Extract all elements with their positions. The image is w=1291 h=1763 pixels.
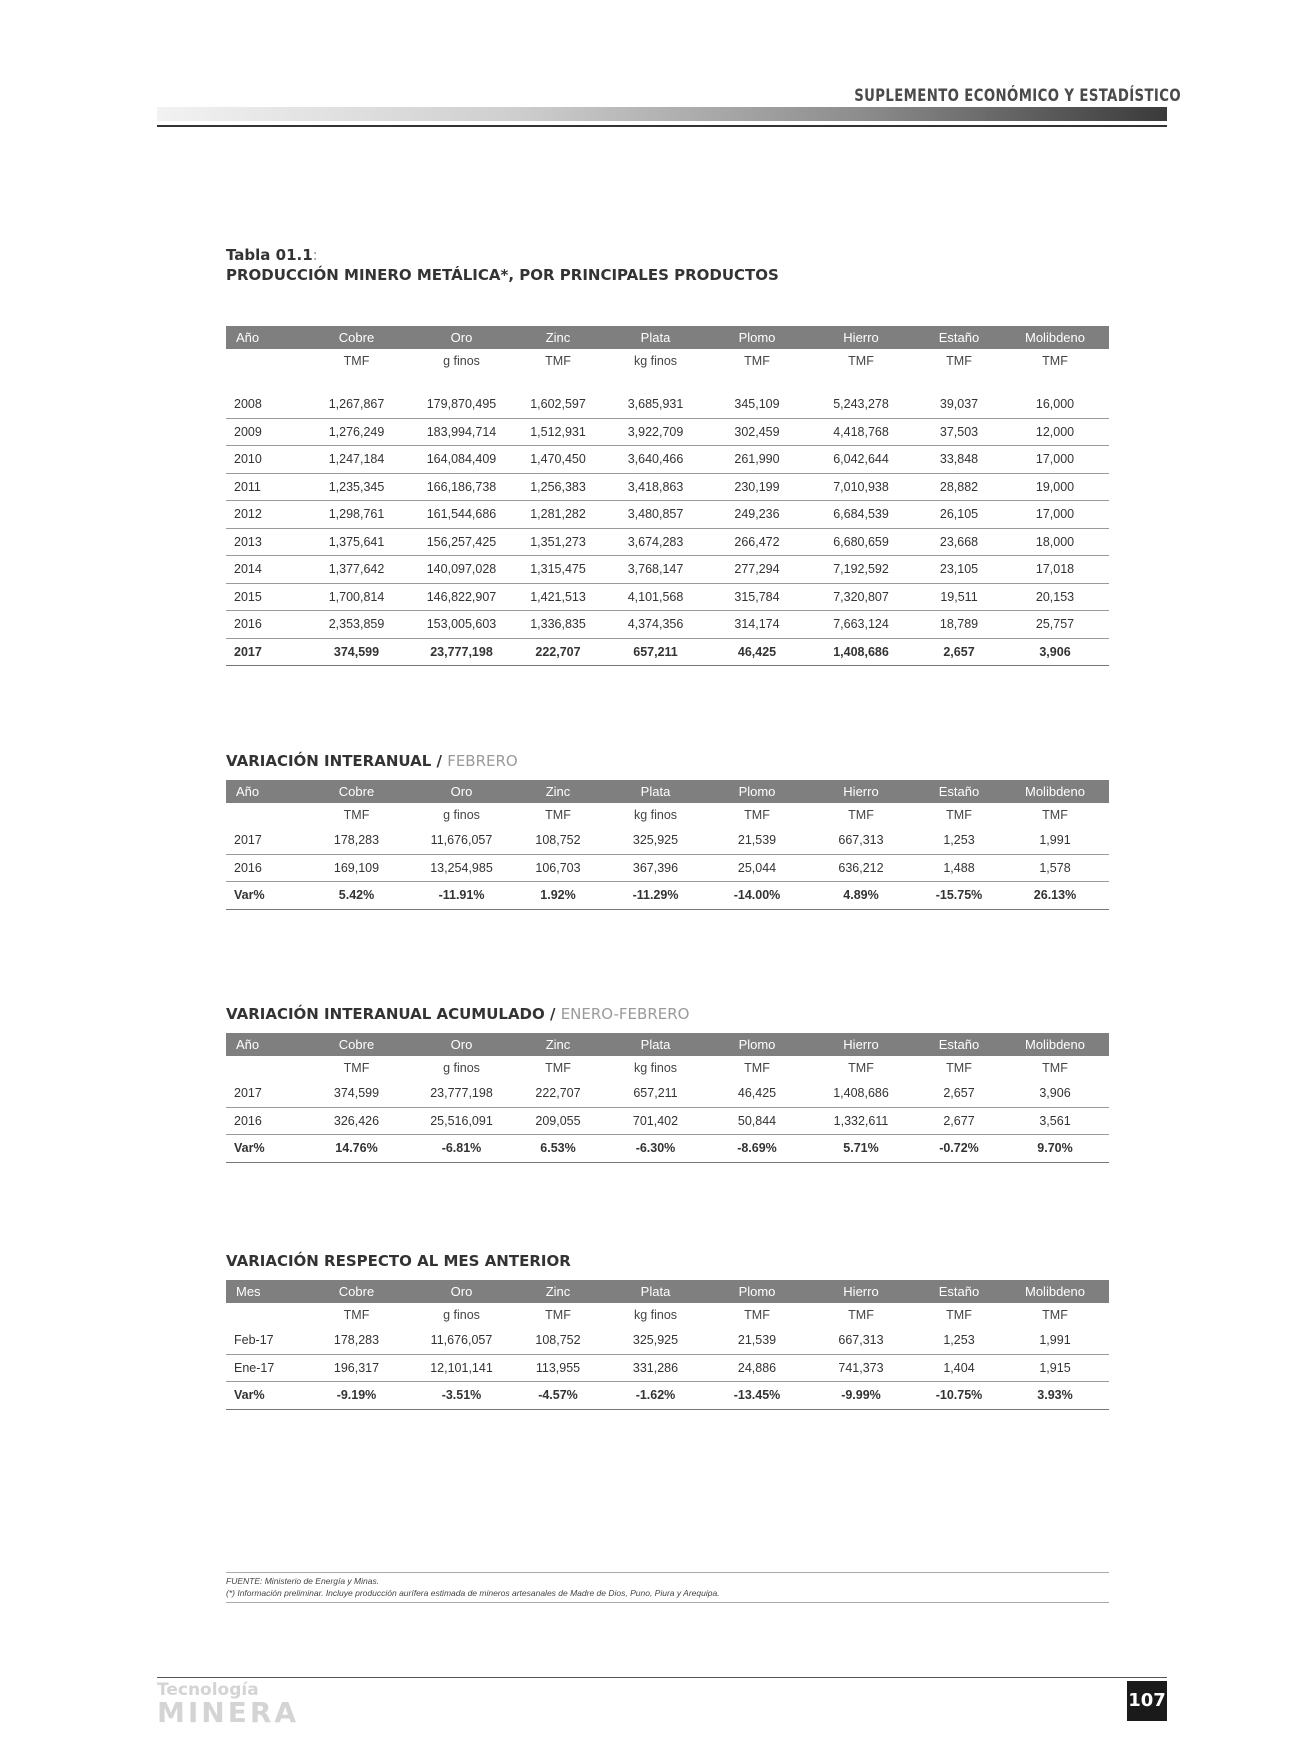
table1-title (226, 246, 318, 264)
table-cell: 3,685,931 (602, 391, 709, 418)
table-cell: 11,676,057 (409, 827, 514, 854)
table-cell: -11.91% (409, 882, 514, 910)
table-cell: 1,602,597 (514, 391, 602, 418)
footer-rule (157, 1677, 1167, 1678)
unit-cell: kg finos (633, 354, 678, 368)
table-cell: 1,408,686 (805, 1080, 917, 1107)
table2-interannual (226, 780, 1109, 910)
table2-title-main: VARIACIÓN INTERANUAL / (226, 752, 448, 770)
table-cell: 249,236 (709, 501, 805, 529)
column-header: Cobre (304, 326, 409, 349)
table-cell: 741,373 (805, 1354, 917, 1382)
unit-cell: TMF (343, 808, 370, 822)
table-cell: 39,037 (917, 391, 1001, 418)
table-row (226, 611, 1109, 639)
table-cell: Var% (226, 1135, 304, 1163)
units-row (226, 1303, 1109, 1327)
table-cell: 26,105 (917, 501, 1001, 529)
unit-cell: TMF (946, 1061, 972, 1075)
table-cell: 3,561 (1001, 1107, 1109, 1135)
page-number: 107 (1127, 1681, 1167, 1721)
column-header: Zinc (514, 1033, 602, 1056)
footnote-bottom-rule (226, 1602, 1109, 1603)
table-cell: 23,668 (917, 528, 1001, 556)
table-cell: 164,084,409 (409, 446, 514, 474)
table-cell: 25,044 (709, 854, 805, 882)
table1-title-colon: : (312, 246, 318, 264)
table-cell: 1,351,273 (514, 528, 602, 556)
unit-cell: TMF (343, 1308, 370, 1322)
table-cell: 6,042,644 (805, 446, 917, 474)
column-header: Hierro (805, 1280, 917, 1303)
table-cell: -8.69% (709, 1135, 805, 1163)
table-cell: 23,777,198 (409, 1080, 514, 1107)
table-row (226, 501, 1109, 529)
table-cell: 1,332,611 (805, 1107, 917, 1135)
unit-cell: TMF (946, 1308, 972, 1322)
table-cell: 50,844 (709, 1107, 805, 1135)
table-cell: 26.13% (1001, 882, 1109, 910)
column-header: Plata (602, 326, 709, 349)
unit-cell (226, 1303, 304, 1327)
table-cell: 1,377,642 (304, 556, 409, 584)
table-cell: 1,256,383 (514, 473, 602, 501)
table-cell: 1,235,345 (304, 473, 409, 501)
table-cell: -14.00% (709, 882, 805, 910)
table-cell: 2013 (226, 528, 304, 556)
unit-cell: TMF (1042, 354, 1068, 368)
table-cell: 23,777,198 (409, 638, 514, 666)
table-cell: 2011 (226, 473, 304, 501)
table-cell: 18,000 (1001, 528, 1109, 556)
unit-cell: TMF (946, 808, 972, 822)
unit-cell: kg finos (633, 808, 678, 822)
table-cell: 11,676,057 (409, 1327, 514, 1354)
table-cell: 209,055 (514, 1107, 602, 1135)
table1-subtitle: PRODUCCIÓN MINERO METÁLICA*, POR PRINCIPALES PRODUCTOS (226, 266, 779, 284)
unit-cell: TMF (343, 354, 370, 368)
table-cell: 1,276,249 (304, 418, 409, 446)
table-cell: 1.92% (514, 882, 602, 910)
column-header: Año (226, 1033, 304, 1056)
unit-cell: kg finos (633, 1061, 678, 1075)
footnote-top-rule (226, 1572, 1109, 1573)
table-cell: 374,599 (304, 638, 409, 666)
table-cell: 314,174 (709, 611, 805, 639)
header-rule (157, 125, 1167, 127)
column-header: Oro (409, 326, 514, 349)
table-cell: 1,336,835 (514, 611, 602, 639)
table-header-row (226, 326, 1109, 349)
table-row (226, 882, 1109, 910)
table-row (226, 1080, 1109, 1107)
table-cell: 1,267,867 (304, 391, 409, 418)
table3-title (226, 1005, 689, 1023)
column-header: Mes (226, 1280, 304, 1303)
table-cell: 4,418,768 (805, 418, 917, 446)
table-cell: 179,870,495 (409, 391, 514, 418)
table-cell: 2015 (226, 583, 304, 611)
footnote-source: FUENTE: Ministerio de Energía y Minas. (226, 1576, 380, 1586)
column-header: Plomo (709, 780, 805, 803)
table-cell: 25,757 (1001, 611, 1109, 639)
unit-cell: TMF (545, 808, 571, 822)
table-cell: 277,294 (709, 556, 805, 584)
table-cell: 326,426 (304, 1107, 409, 1135)
table-cell: 183,994,714 (409, 418, 514, 446)
table-cell: 230,199 (709, 473, 805, 501)
column-header: Plata (602, 1033, 709, 1056)
table1-production (226, 326, 1109, 666)
table3-title-main: VARIACIÓN INTERANUAL ACUMULADO / (226, 1005, 561, 1023)
table-cell: 2017 (226, 827, 304, 854)
column-header: Plomo (709, 326, 805, 349)
column-header: Molibdeno (1001, 780, 1109, 803)
table-cell: 169,109 (304, 854, 409, 882)
column-header: Año (226, 780, 304, 803)
table-cell: 140,097,028 (409, 556, 514, 584)
table-cell: 5.71% (805, 1135, 917, 1163)
units-row (226, 349, 1109, 373)
table-cell: -15.75% (917, 882, 1001, 910)
table-cell: 13,254,985 (409, 854, 514, 882)
table-cell: 2,353,859 (304, 611, 409, 639)
unit-cell: TMF (1042, 1308, 1068, 1322)
table-row (226, 1382, 1109, 1410)
table-cell: 17,000 (1001, 446, 1109, 474)
column-header: Oro (409, 1033, 514, 1056)
table-cell: 28,882 (917, 473, 1001, 501)
table-cell: 1,408,686 (805, 638, 917, 666)
table-row (226, 1107, 1109, 1135)
table-cell: 3,922,709 (602, 418, 709, 446)
table-cell: 113,955 (514, 1354, 602, 1382)
table-cell: Var% (226, 882, 304, 910)
table-cell: 17,018 (1001, 556, 1109, 584)
table-cell: 1,488 (917, 854, 1001, 882)
table-cell: 7,663,124 (805, 611, 917, 639)
table-row (226, 1135, 1109, 1163)
unit-cell (226, 1056, 304, 1080)
unit-cell: g finos (443, 1061, 480, 1075)
table-row (226, 473, 1109, 501)
table-cell: 156,257,425 (409, 528, 514, 556)
units-row (226, 803, 1109, 827)
table-cell: 1,578 (1001, 854, 1109, 882)
unit-cell: TMF (848, 354, 874, 368)
column-header: Plomo (709, 1280, 805, 1303)
table-cell: 667,313 (805, 1327, 917, 1354)
table-cell: 1,700,814 (304, 583, 409, 611)
logo-text-bottom: MINERA (157, 1696, 300, 1729)
table-cell: 1,253 (917, 827, 1001, 854)
unit-cell: kg finos (633, 1308, 678, 1322)
table-cell: 3,480,857 (602, 501, 709, 529)
table-cell: 7,320,807 (805, 583, 917, 611)
table-cell: 5,243,278 (805, 391, 917, 418)
units-row (226, 1056, 1109, 1080)
table-header-row (226, 1280, 1109, 1303)
column-header: Zinc (514, 1280, 602, 1303)
table-cell: 108,752 (514, 1327, 602, 1354)
table-cell: 701,402 (602, 1107, 709, 1135)
table-cell: 3,906 (1001, 638, 1109, 666)
table-cell: Ene-17 (226, 1354, 304, 1382)
table-cell: 161,544,686 (409, 501, 514, 529)
table-cell: 166,186,738 (409, 473, 514, 501)
table-cell: 108,752 (514, 827, 602, 854)
table-row (226, 827, 1109, 854)
table-cell: 6,680,659 (805, 528, 917, 556)
table-row (226, 1327, 1109, 1354)
column-header: Molibdeno (1001, 1280, 1109, 1303)
column-header: Molibdeno (1001, 326, 1109, 349)
unit-cell: TMF (545, 1061, 571, 1075)
column-header: Oro (409, 1280, 514, 1303)
table-cell: 3,674,283 (602, 528, 709, 556)
table-row (226, 1354, 1109, 1382)
unit-cell: TMF (545, 354, 571, 368)
column-header: Cobre (304, 1033, 409, 1056)
column-header: Estaño (917, 780, 1001, 803)
table3-title-period: ENERO-FEBRERO (560, 1005, 690, 1023)
table-cell: 23,105 (917, 556, 1001, 584)
column-header: Oro (409, 780, 514, 803)
table-cell: 2008 (226, 391, 304, 418)
table-cell: 18,789 (917, 611, 1001, 639)
table-cell: 657,211 (602, 638, 709, 666)
table-cell: 2017 (226, 638, 304, 666)
table-cell: 4,374,356 (602, 611, 709, 639)
table-cell: 1,991 (1001, 1327, 1109, 1354)
table-cell: 46,425 (709, 1080, 805, 1107)
unit-cell: TMF (343, 1061, 370, 1075)
unit-cell: TMF (848, 808, 874, 822)
table-cell: -9.99% (805, 1382, 917, 1410)
unit-cell: TMF (744, 1308, 770, 1322)
table-row (226, 446, 1109, 474)
unit-cell: TMF (848, 1061, 874, 1075)
table-cell: 1,281,282 (514, 501, 602, 529)
table-cell: 325,925 (602, 827, 709, 854)
table-row (226, 391, 1109, 418)
table-cell: 178,283 (304, 827, 409, 854)
table-cell: -6.30% (602, 1135, 709, 1163)
table-cell: 3,418,863 (602, 473, 709, 501)
unit-cell: TMF (744, 1061, 770, 1075)
column-header: Cobre (304, 780, 409, 803)
table-cell: 46,425 (709, 638, 805, 666)
table-cell: 5.42% (304, 882, 409, 910)
table-cell: -6.81% (409, 1135, 514, 1163)
column-header: Estaño (917, 326, 1001, 349)
table-cell: 9.70% (1001, 1135, 1109, 1163)
unit-cell (226, 349, 304, 373)
table-header-row (226, 1033, 1109, 1056)
table-cell: 367,396 (602, 854, 709, 882)
table-cell: 345,109 (709, 391, 805, 418)
table-cell: 1,991 (1001, 827, 1109, 854)
table-cell: 1,247,184 (304, 446, 409, 474)
table1-title-prefix: Tabla (226, 246, 276, 264)
table-cell: 2012 (226, 501, 304, 529)
column-header: Molibdeno (1001, 1033, 1109, 1056)
table-cell: 331,286 (602, 1354, 709, 1382)
table4-title: VARIACIÓN RESPECTO AL MES ANTERIOR (226, 1252, 571, 1270)
unit-cell: TMF (744, 354, 770, 368)
table-cell: 2016 (226, 1107, 304, 1135)
table-cell: 2016 (226, 611, 304, 639)
table-cell: 3.93% (1001, 1382, 1109, 1410)
table-cell: 17,000 (1001, 501, 1109, 529)
table-cell: 266,472 (709, 528, 805, 556)
table-cell: 1,253 (917, 1327, 1001, 1354)
table-cell: -10.75% (917, 1382, 1001, 1410)
table2-title (226, 752, 518, 770)
unit-cell: g finos (443, 808, 480, 822)
table-cell: 4,101,568 (602, 583, 709, 611)
table-cell: -11.29% (602, 882, 709, 910)
table-cell: 2014 (226, 556, 304, 584)
table-cell: 261,990 (709, 446, 805, 474)
table1-title-num: 01.1 (275, 246, 313, 264)
table-cell: Feb-17 (226, 1327, 304, 1354)
table-row (226, 418, 1109, 446)
table-cell: 325,925 (602, 1327, 709, 1354)
column-header: Plomo (709, 1033, 805, 1056)
table-cell: 146,822,907 (409, 583, 514, 611)
table-cell: 19,000 (1001, 473, 1109, 501)
table-cell: 21,539 (709, 827, 805, 854)
column-header: Estaño (917, 1033, 1001, 1056)
unit-cell: TMF (744, 808, 770, 822)
table-cell: 2017 (226, 1080, 304, 1107)
table-cell: -13.45% (709, 1382, 805, 1410)
table-cell: 1,512,931 (514, 418, 602, 446)
table-cell: 7,192,592 (805, 556, 917, 584)
unit-cell: TMF (848, 1308, 874, 1322)
table-cell: 12,000 (1001, 418, 1109, 446)
table-cell: 37,503 (917, 418, 1001, 446)
table-cell: 12,101,141 (409, 1354, 514, 1382)
table-cell: 1,298,761 (304, 501, 409, 529)
table-cell: 153,005,603 (409, 611, 514, 639)
table-cell: 19,511 (917, 583, 1001, 611)
unit-cell: g finos (443, 354, 480, 368)
table3-accumulated (226, 1033, 1109, 1163)
table-cell: 315,784 (709, 583, 805, 611)
unit-cell (226, 803, 304, 827)
table-cell: 4.89% (805, 882, 917, 910)
table-cell: 106,703 (514, 854, 602, 882)
column-header: Hierro (805, 326, 917, 349)
table-cell: 2010 (226, 446, 304, 474)
spacer-cell (226, 373, 1109, 391)
table-cell: 24,886 (709, 1354, 805, 1382)
table-cell: -9.19% (304, 1382, 409, 1410)
unit-cell: TMF (545, 1308, 571, 1322)
table-cell: 3,906 (1001, 1080, 1109, 1107)
table-cell: 2,657 (917, 1080, 1001, 1107)
unit-cell: TMF (1042, 1061, 1068, 1075)
table-cell: 196,317 (304, 1354, 409, 1382)
logo-text-top: Tecnología (157, 1680, 259, 1700)
table-cell: 1,375,641 (304, 528, 409, 556)
table-cell: 20,153 (1001, 583, 1109, 611)
column-header: Estaño (917, 1280, 1001, 1303)
table-cell: 667,313 (805, 827, 917, 854)
table-cell: 16,000 (1001, 391, 1109, 418)
table-cell: -3.51% (409, 1382, 514, 1410)
table-header-row (226, 780, 1109, 803)
table-row (226, 854, 1109, 882)
table2-title-period: FEBRERO (447, 752, 518, 770)
table-cell: -1.62% (602, 1382, 709, 1410)
table-cell: 222,707 (514, 1080, 602, 1107)
table-cell: 3,768,147 (602, 556, 709, 584)
table-cell: 1,470,450 (514, 446, 602, 474)
table-cell: 222,707 (514, 638, 602, 666)
table-cell: Var% (226, 1382, 304, 1410)
column-header: Cobre (304, 1280, 409, 1303)
unit-cell: g finos (443, 1308, 480, 1322)
table-cell: 14.76% (304, 1135, 409, 1163)
table-cell: 2,657 (917, 638, 1001, 666)
table-cell: 7,010,938 (805, 473, 917, 501)
column-header: Zinc (514, 780, 602, 803)
table-cell: 2016 (226, 854, 304, 882)
table-row (226, 556, 1109, 584)
table-cell: 2009 (226, 418, 304, 446)
column-header: Hierro (805, 780, 917, 803)
table-cell: 178,283 (304, 1327, 409, 1354)
table-row (226, 583, 1109, 611)
table-cell: 33,848 (917, 446, 1001, 474)
table-cell: 636,212 (805, 854, 917, 882)
table-cell: 6,684,539 (805, 501, 917, 529)
table-cell: 3,640,466 (602, 446, 709, 474)
table-row (226, 638, 1109, 666)
spacer-row (226, 373, 1109, 391)
table-cell: 2,677 (917, 1107, 1001, 1135)
table-cell: -4.57% (514, 1382, 602, 1410)
table4-previous-month (226, 1280, 1109, 1410)
unit-cell: TMF (1042, 808, 1068, 822)
table-row (226, 528, 1109, 556)
table-cell: 1,421,513 (514, 583, 602, 611)
table-cell: 1,404 (917, 1354, 1001, 1382)
column-header: Año (226, 326, 304, 349)
table-cell: 1,315,475 (514, 556, 602, 584)
footnote-note: (*) Información preliminar. Incluye producción aurífera estimada de mineros artesanales de Madre de Dios, Puno, Piura y Arequipa. (226, 1588, 720, 1598)
table-cell: 25,516,091 (409, 1107, 514, 1135)
column-header: Zinc (514, 326, 602, 349)
table-cell: 6.53% (514, 1135, 602, 1163)
table-cell: 1,915 (1001, 1354, 1109, 1382)
header-gradient-bar (157, 107, 1167, 121)
column-header: Plata (602, 1280, 709, 1303)
table-cell: 21,539 (709, 1327, 805, 1354)
header-title: SUPLEMENTO ECONÓMICO Y ESTADÍSTICO (854, 86, 1181, 106)
column-header: Plata (602, 780, 709, 803)
table-cell: 302,459 (709, 418, 805, 446)
column-header: Hierro (805, 1033, 917, 1056)
table-cell: 374,599 (304, 1080, 409, 1107)
table-cell: -0.72% (917, 1135, 1001, 1163)
table-cell: 657,211 (602, 1080, 709, 1107)
unit-cell: TMF (946, 354, 972, 368)
